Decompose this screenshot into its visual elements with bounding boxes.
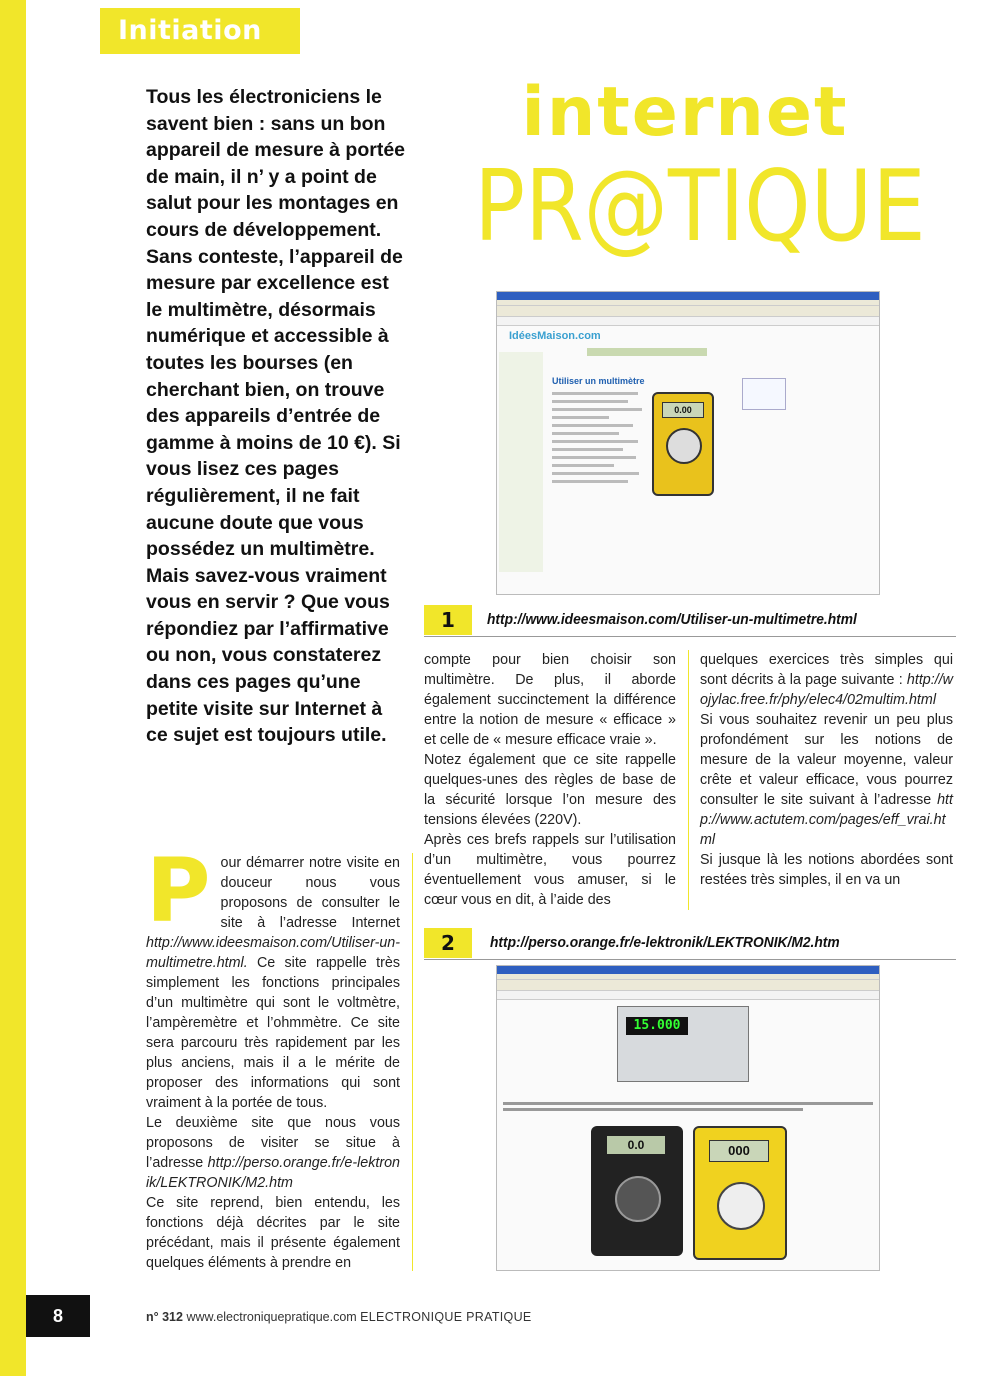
browser-titlebar <box>497 966 879 974</box>
yellow-multimeter-dial <box>717 1182 765 1230</box>
title-pratique: PR@TIQUE <box>474 150 926 264</box>
bench-multimeter-image <box>617 1006 749 1082</box>
figure-2-number: 2 <box>424 928 472 958</box>
col2-para-2: Notez également que ce site rappelle quelques-unes des règles de base de la sécurité lorsque l’on mesure des tensions élevées (220V). <box>424 752 676 828</box>
bench-lcd: 15.000 <box>626 1017 688 1035</box>
col1-url-2: http://perso.orange.fr/e-lektronik/LEKTRONIK/M2.htm <box>146 1155 400 1191</box>
col3-para-1 <box>700 650 953 710</box>
multimeter-image <box>652 392 714 496</box>
column-divider-1 <box>412 853 413 1271</box>
col2-para-1: compte pour bien choisir son multimètre. De plus, il aborde également succinctement la différence entre la notion de mesure « efficace » et celle de « mesure efficace vraie ». <box>424 652 676 748</box>
title-internet: internet <box>521 73 849 152</box>
screenshot-page-title: Utiliser un multimètre <box>552 376 645 386</box>
intro-text: Tous les électroniciens le savent bien : sans un bon appareil de mesure à portée de main, il n’ y a point de salut pour les montages en cours de développement. Sans conteste, l’appareil de mesure par excellence est le multimètre, désormais numérique et accessible à toutes les bourses (en cherchant bien, on trouve des appareils d’entrée de gamme à moins de 10 €). Si vous lisez ces pages régulièrement, il ne fait aucune doute que vous possédez un multimètre. Mais savez-vous vraiment vous en servir ? Que vous répondiez par l’affirmative ou non, vous constaterez dans ces pages qu’une petite visite sur Internet à ce sujet est toujours utile. <box>146 86 406 747</box>
col1-para-1-a: our démarrer notre visite en douceur nous vous proposons de consulter le site à l’adresse Internet <box>220 855 400 931</box>
page-footer <box>146 1310 532 1324</box>
page-number: 8 <box>26 1295 90 1337</box>
multimeter-lcd: 0.00 <box>662 402 704 418</box>
col1-para-3: Ce site reprend, bien entendu, les fonctions déjà décrites par le site précédant, mais il présente également quelques éléments à prendre en <box>146 1195 400 1271</box>
body-column-3 <box>700 650 953 890</box>
site-nav <box>587 348 707 356</box>
col3-para-2 <box>700 710 953 850</box>
black-multimeter-image <box>591 1126 683 1256</box>
col1-para-2-a: Le deuxième site que nous vous proposons de visiter se situe à l’adresse <box>146 1115 400 1171</box>
col2-para-3: Après ces brefs rappels sur l’utilisation d’un multimètre, vous pourrez éventuellement vous amuser, si le cœur vous en dit, à l’aide des <box>424 832 676 908</box>
black-multimeter-lcd: 0.0 <box>607 1136 665 1154</box>
col3-para-2-a: Si vous souhaitez revenir un peu plus profondément sur les notions de mesure de la valeur moyenne, valeur crête et valeur efficace, vous pourrez consulter le site suivant à l’adresse <box>700 712 953 808</box>
yellow-multimeter-image <box>693 1126 787 1260</box>
yellow-multimeter-lcd: 000 <box>709 1140 769 1162</box>
section-tab: Initiation <box>100 8 300 54</box>
col3-para-3: Si jusque là les notions abordées sont restées très simples, il en va un <box>700 852 953 888</box>
col3-url-1: http://wojylac.free.fr/phy/elec4/02multim.html <box>700 672 953 708</box>
left-color-strip <box>0 0 26 1376</box>
site-logo: IdéesMaison.com <box>509 330 601 342</box>
browser-address-bar <box>497 317 879 326</box>
column-divider-2 <box>688 650 689 910</box>
screenshot-text-line <box>503 1108 803 1111</box>
figure-1-screenshot <box>496 291 880 595</box>
col3-para-1-a: quelques exercices très simples qui sont décrits à la page suivante : <box>700 652 953 688</box>
site-sidebar <box>499 352 543 572</box>
browser-toolbar <box>497 980 879 991</box>
intro-paragraph <box>146 84 406 749</box>
browser-address-bar <box>497 991 879 1000</box>
screenshot-text-lines <box>552 392 647 488</box>
screenshot-side-box <box>742 378 786 410</box>
browser-titlebar <box>497 292 879 300</box>
figure-2-caption: http://perso.orange.fr/e-lektronik/LEKTRONIK/M2.htm <box>490 934 840 951</box>
col1-para-1 <box>146 839 400 1113</box>
col1-url-1: http://www.ideesmaison.com/Utiliser-un-multimetre.html. <box>146 935 400 971</box>
multimeter-dial <box>666 428 702 464</box>
figure-1-caption: http://www.ideesmaison.com/Utiliser-un-multimetre.html <box>487 611 857 628</box>
footer-site: www.electroniquepratique.com <box>186 1310 357 1324</box>
screenshot-text-line <box>503 1102 873 1105</box>
dropcap: P <box>146 839 211 942</box>
col1-para-2 <box>146 1113 400 1193</box>
figure-2-rule <box>424 959 956 960</box>
col3-url-2: http://www.actutem.com/pages/eff_vrai.html <box>700 792 953 848</box>
black-multimeter-dial <box>615 1176 661 1222</box>
footer-magazine: ELECTRONIQUE PRATIQUE <box>360 1310 532 1324</box>
col1-para-1-b: Ce site rappelle très simplement les fonctions principales d’un multimètre qui sont le voltmètre, l’ampèremètre et l’ohmmètre. Ce site sera parcouru très rapidement par les plus anciens, mais il a le mérite de proposer des informations qui sont vraiment à la portée de tous. <box>146 955 400 1111</box>
issue-number: n° 312 <box>146 1310 183 1324</box>
body-column-2 <box>424 650 676 910</box>
figure-2-screenshot <box>496 965 880 1271</box>
browser-toolbar <box>497 306 879 317</box>
figure-1-number: 1 <box>424 605 472 635</box>
body-column-1 <box>146 839 400 1273</box>
figure-1-rule <box>424 636 956 637</box>
